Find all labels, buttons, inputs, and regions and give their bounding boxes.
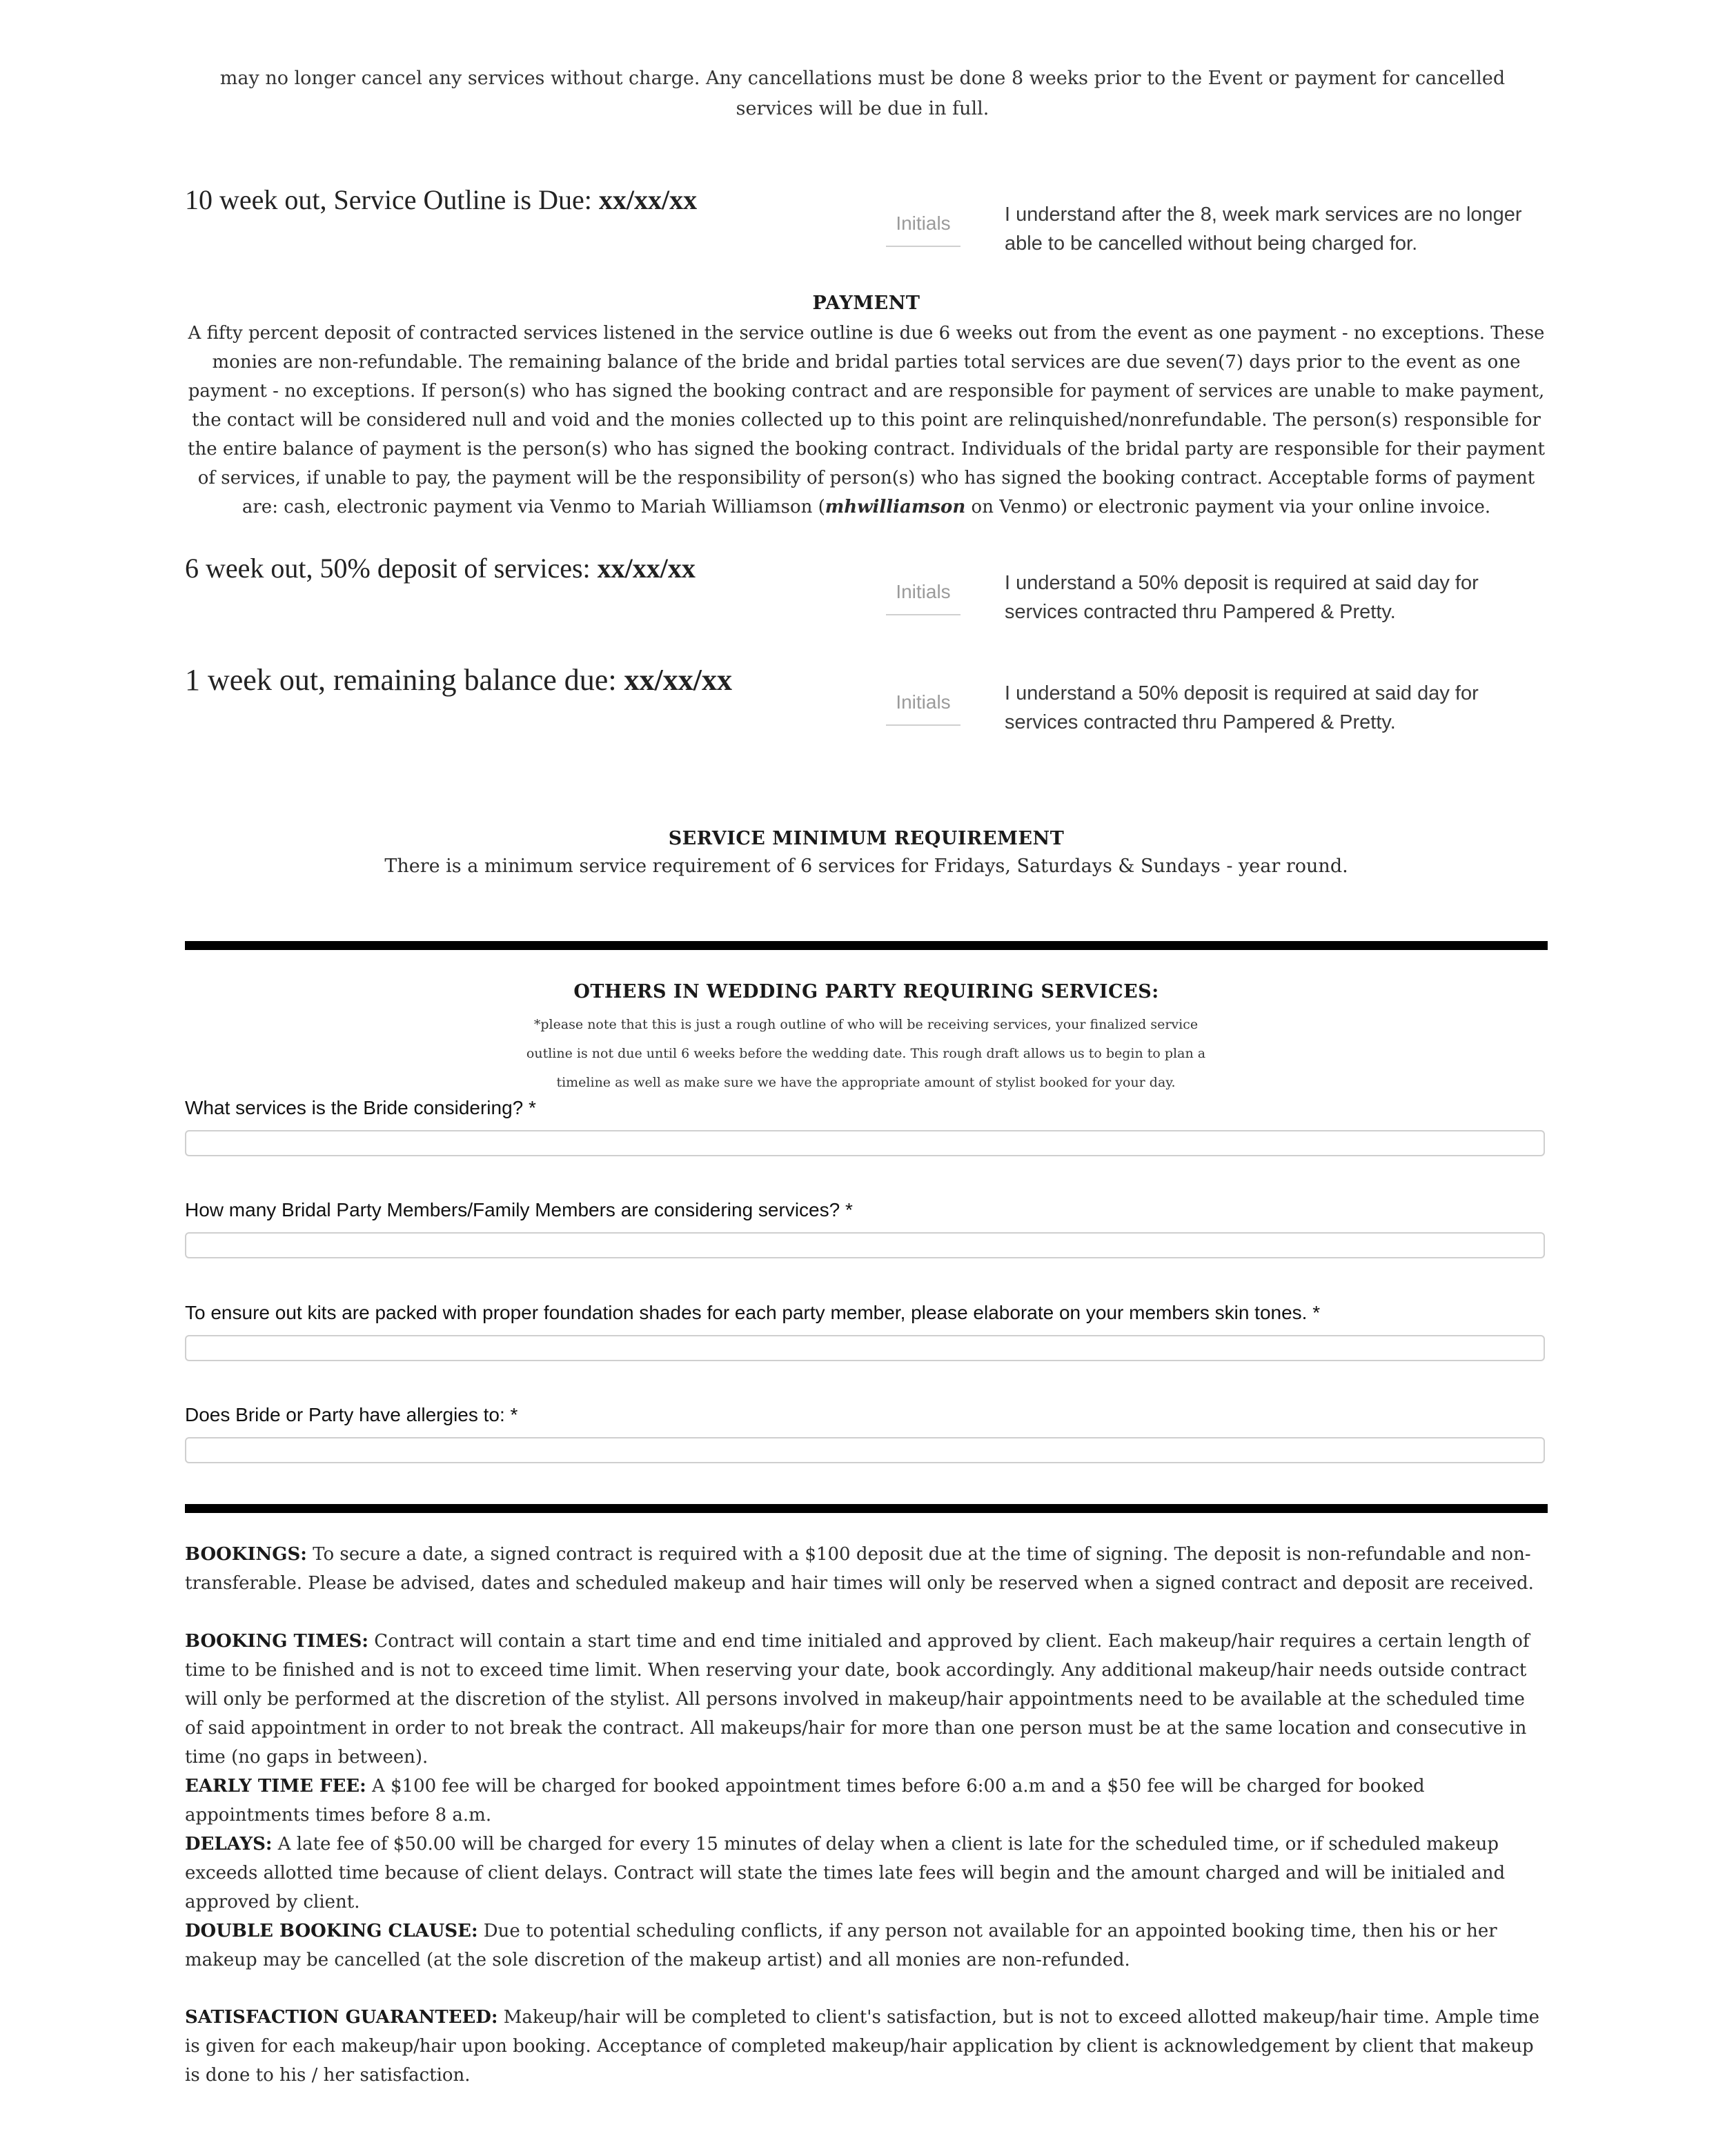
deadline-row-balance <box>185 662 1548 745</box>
party-members-label: How many Bridal Party Members/Family Members are considering services? * <box>185 1199 853 1220</box>
section-divider <box>185 941 1548 950</box>
others-note: *please note that this is just a rough outline of who will be receiving services, your finalized service outline is not due until 6 weeks before the wedding date. This rough draft allows us to begin to plan a timeline as well as make sure we have the appropriate amount of stylist booked for your day. <box>526 1017 1206 1090</box>
payment-body: A fifty percent deposit of contracted services listened in the service outline is due 6 weeks out from the event as one payment - no exceptions. These monies are non-refundable. The remaining balance of the bride and bridal parties total services are due seven(7) days prior to the event as one payment - no exceptions. If person(s) who has signed the booking contract and are responsible for payment of services are unable to make payment, the contact will be considered null and void and the monies collected up to this point are relinquished/nonrefundable. The person(s) responsible for the entire balance of payment is the person(s) who has signed the booking contract. Individuals of the bridal party are responsible for their payment of services, if unable to pay, the payment will be the responsibility of person(s) who has signed the booking contract. Acceptable forms of payment are: cash, electronic payment via Venmo to Mariah Williamson (mhwilliamson on Venmo) or electronic payment via your online invoice. <box>188 323 1545 517</box>
initials-input[interactable]: Initials <box>886 683 960 726</box>
terms-booking-times: BOOKING TIMES: Contract will contain a start time and end time initialed and approved by client. Each makeup/hair requires a certain length of time to be finished and is not to exceed time limit. When reserving your date, book accordingly. Any additional makeup/hair needs outside contract will only be performed at the discretion of the stylist. All persons involved in makeup/hair appointments need to be available at the scheduled time of said appointment in order to not break the contract. All makeups/hair for more than one person must be at the same location and consecutive in time (no gaps in between). <box>185 1631 1530 1768</box>
initials-input[interactable]: Initials <box>886 573 960 615</box>
venmo-handle: mhwilliamson <box>825 497 966 517</box>
initials-input[interactable]: Initials <box>886 204 960 247</box>
party-members-input[interactable] <box>185 1232 1545 1258</box>
payment-heading: PAYMENT <box>812 293 920 314</box>
deadline-title: 6 week out, 50% deposit of services: xx/xx/xx <box>185 553 696 584</box>
service-minimum-body: There is a minimum service requirement of 6 services for Fridays, Saturdays & Sundays - year round. <box>384 856 1348 877</box>
skin-tones-label: To ensure out kits are packed with proper foundation shades for each party member, please elaborate on your members skin tones. * <box>185 1302 1321 1323</box>
bride-services-input[interactable] <box>185 1130 1545 1156</box>
terms-double-booking: DOUBLE BOOKING CLAUSE: Due to potential scheduling conflicts, if any person not available for an appointed booking time, then his or her makeup may be cancelled (at the sole discretion of the makeup artist) and all monies are non-refunded. <box>185 1921 1497 1970</box>
acknowledgement-text: I understand a 50% deposit is required at said day for services contracted thru Pampered & Pretty. <box>1005 572 1479 623</box>
terms-delays: DELAYS: A late fee of $50.00 will be charged for every 15 minutes of delay when a client is late for the scheduled time, or if scheduled makeup exceeds allotted time because of client delays. Contract will state the times late fees will begin and the amount charged and will be initialed and approved by client. <box>185 1834 1506 1912</box>
others-heading: OTHERS IN WEDDING PARTY REQUIRING SERVICES: <box>573 981 1159 1002</box>
allergies-input[interactable] <box>185 1437 1545 1463</box>
cancellation-note: may no longer cancel any services without charge. Any cancellations must be done 8 weeks prior to the Event or payment for cancelled services will be due in full. <box>219 68 1506 119</box>
terms-bookings: BOOKINGS: To secure a date, a signed contract is required with a $100 deposit due at the time of signing. The deposit is non-refundable and non-transferable. Please be advised, dates and scheduled makeup and hair times will only be reserved when a signed contract and deposit are received. <box>185 1544 1534 1594</box>
section-divider <box>185 1504 1548 1513</box>
terms-early-time-fee: EARLY TIME FEE: A $100 fee will be charged for booked appointment times before 6:00 a.m and a $50 fee will be charged for booked appointments times before 8 a.m. <box>185 1776 1425 1826</box>
deadline-title: 1 week out, remaining balance due: xx/xx/xx <box>185 663 732 697</box>
allergies-label: Does Bride or Party have allergies to: * <box>185 1404 518 1425</box>
terms-satisfaction: SATISFACTION GUARANTEED: Makeup/hair will be completed to client's satisfaction, but is not to exceed allotted makeup/hair time. Ample time is given for each makeup/hair upon booking. Acceptance of completed makeup/hair application by client is acknowledgement by client that makeup is done to his / her satisfaction. <box>185 2007 1540 2086</box>
deadline-row-service-outline <box>185 184 1548 266</box>
service-minimum-heading: SERVICE MINIMUM REQUIREMENT <box>668 828 1065 849</box>
skin-tones-input[interactable] <box>185 1335 1545 1361</box>
deadline-title: 10 week out, Service Outline is Due: xx/xx/xx <box>185 184 698 215</box>
acknowledgement-text: I understand after the 8, week mark services are no longer able to be cancelled without being charged for. <box>1005 204 1522 255</box>
deadline-row-deposit <box>185 552 1548 635</box>
bride-services-label: What services is the Bride considering? * <box>185 1097 536 1118</box>
acknowledgement-text: I understand a 50% deposit is required at said day for services contracted thru Pampered & Pretty. <box>1005 682 1479 733</box>
